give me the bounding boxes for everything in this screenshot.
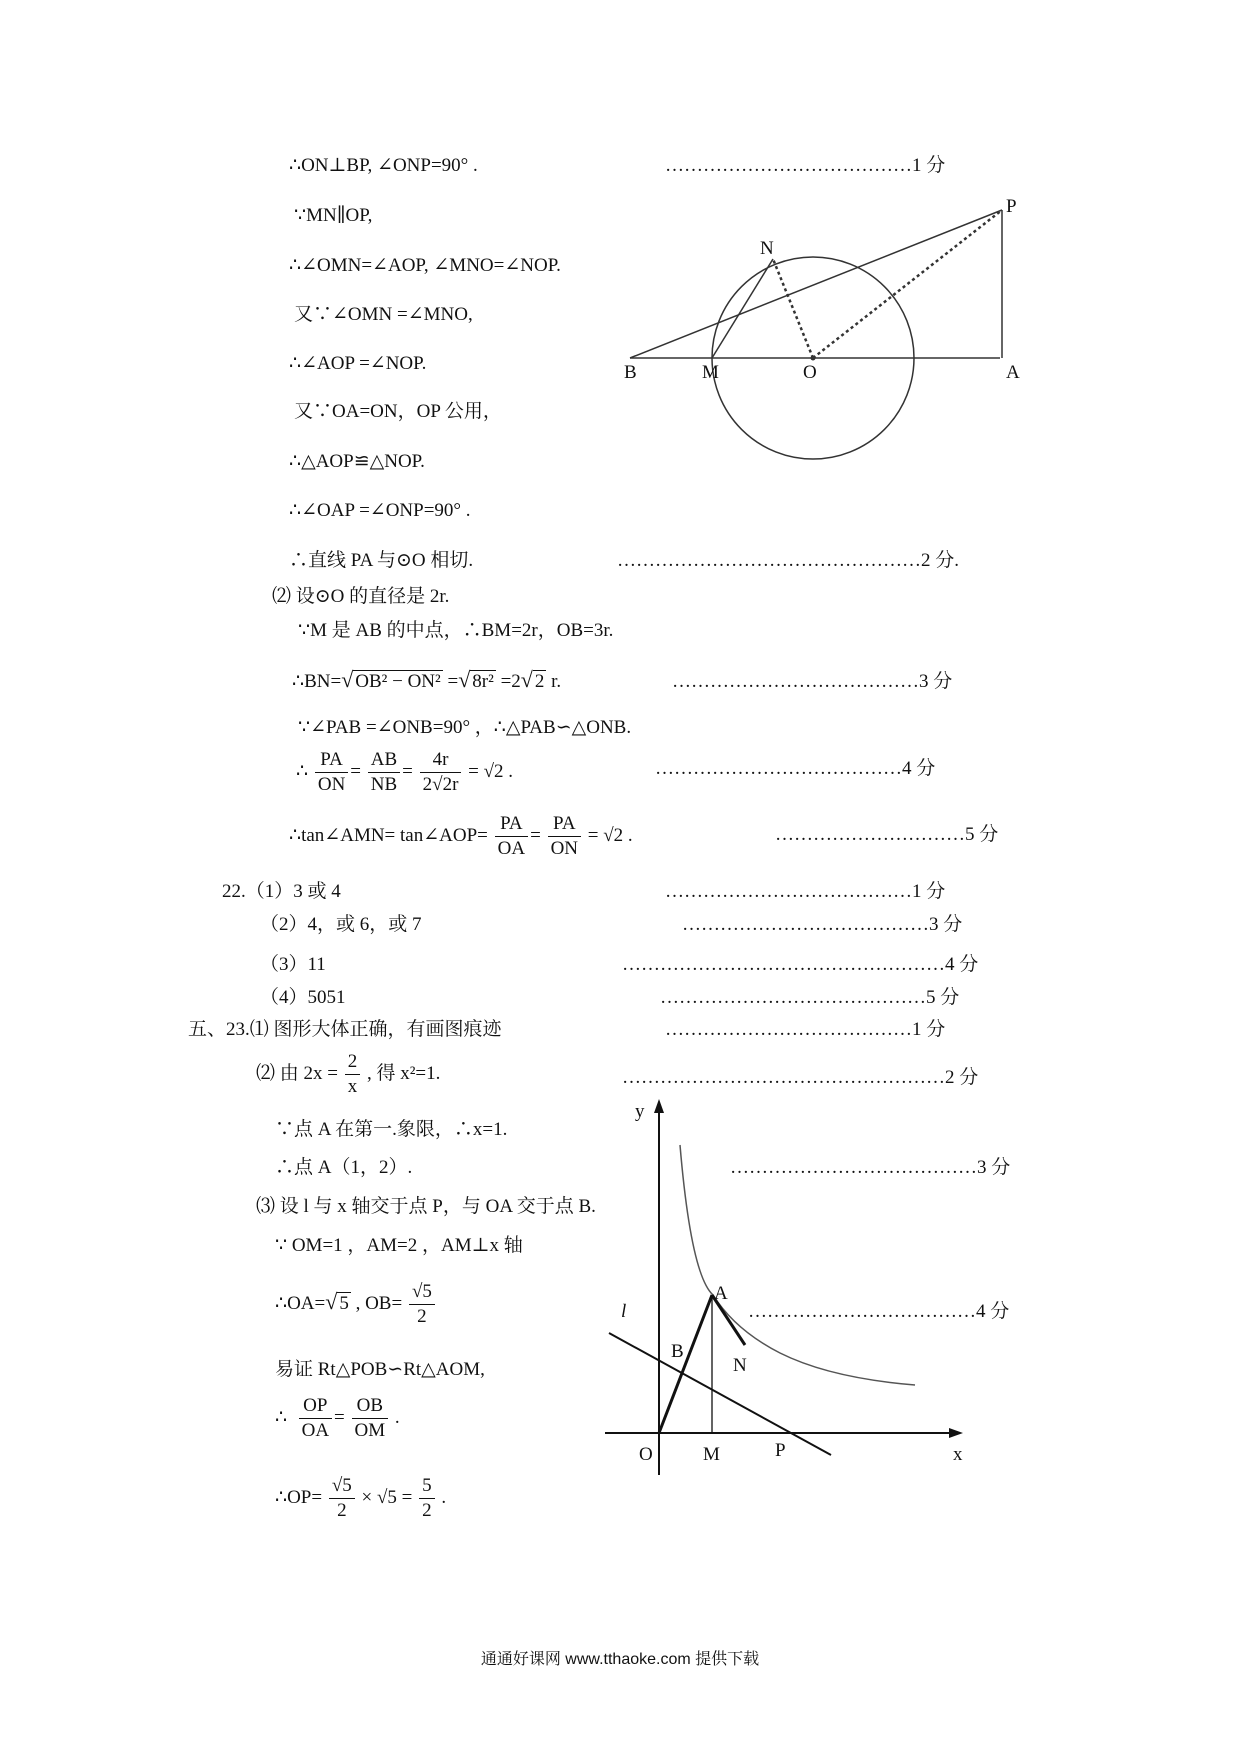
q22-score-2: …………………………………3 分 — [682, 914, 963, 935]
point-o — [811, 356, 816, 361]
geometry-figure-circle — [620, 190, 1040, 470]
q23-similar: 易证 Rt△POB∽Rt△AOM, — [275, 1359, 485, 1380]
score-5: …………………………5 分 — [775, 824, 999, 845]
coordinate-figure — [595, 1095, 975, 1485]
label-a: A — [1006, 362, 1020, 383]
bn-equation: ∴BN=√ OB² − ON² =√ 8r² =2√ 2 r. — [292, 667, 562, 692]
ratio-equation: ∴ $\frac{PA}{ON}$ = $\frac{AB}{NB}$ = $\frac{4r}{2√2r}$ = √2 . — [296, 749, 514, 795]
label-p: P — [1006, 196, 1017, 217]
proof-line-4: 又∵∠OMN =∠MNO, — [294, 304, 473, 325]
q22-score-3: ……………………………………………4 分 — [622, 954, 979, 975]
label-x: x — [953, 1444, 963, 1465]
label-b2: B — [671, 1341, 684, 1362]
line-op — [813, 210, 1002, 358]
label-m2: M — [703, 1444, 720, 1465]
q23-part3-heading: ⑶ 设 l 与 x 轴交于点 P，与 OA 交于点 B. — [256, 1196, 596, 1217]
page-footer: 通通好课网 www.tthaoke.com 提供下载 — [480, 1651, 760, 1668]
q22-answer-3: （3）11 — [260, 954, 326, 975]
line-on — [773, 259, 813, 358]
label-n: N — [760, 238, 774, 259]
proof-line-8: ∴∠OAP =∠ONP=90° . — [289, 500, 471, 521]
proof-line-1: ∴ON⊥BP, ∠ONP=90° . — [289, 155, 478, 176]
label-l: l — [621, 1301, 627, 1322]
label-m: M — [702, 362, 719, 383]
q23-score-3: …………………………………3 分 — [730, 1157, 1011, 1178]
score-4: …………………………………4 分 — [655, 758, 936, 779]
proof-line-2: ∵MN∥OP, — [294, 205, 373, 226]
label-o2: O — [639, 1444, 653, 1465]
x-axis-arrow — [949, 1428, 963, 1438]
q23-part1: 五、23.⑴ 图形大体正确，有画图痕迹 — [188, 1019, 502, 1040]
q23-part2-equation: ⑵ 由 2x = $\frac{2}{x}$ , 得 x²=1. — [256, 1051, 441, 1097]
q23-quadrant: ∵点 A 在第一.象限，∴x=1. — [275, 1119, 508, 1140]
proof-line-7: ∴△AOP≌△NOP. — [289, 451, 425, 472]
label-a2: A — [714, 1283, 728, 1304]
label-b: B — [624, 362, 637, 383]
q22-answer-2: （2）4，或 6，或 7 — [260, 914, 422, 935]
line-mn — [712, 259, 773, 358]
line-l — [609, 1333, 831, 1455]
label-n2: N — [733, 1355, 747, 1376]
proof-line-3: ∴∠OMN=∠AOP, ∠MNO=∠NOP. — [289, 255, 561, 276]
q23-op-result: ∴OP= $\frac{√5}{2}$ × √5 = $\frac{5}{2}$ . — [275, 1475, 447, 1521]
score-2: …………………………………………2 分. — [617, 550, 960, 571]
q23-point-a: ∴点 A（1，2）. — [275, 1157, 413, 1178]
q23-score-4: ………………………………4 分 — [748, 1301, 1010, 1322]
part2-midpoint: ∵M 是 AB 的中点，∴BM=2r，OB=3r. — [298, 620, 614, 641]
q23-score-2: ……………………………………………2 分 — [622, 1067, 979, 1088]
line-bp — [630, 210, 1002, 358]
q23-oa-ob: ∴OA=√ 5 , OB= $\frac{√5}{2}$ — [275, 1280, 437, 1329]
q22-score-1: …………………………………1 分 — [665, 881, 946, 902]
q22-score-4: ……………………………………5 分 — [660, 987, 960, 1008]
q22-answer-1: 22.（1）3 或 4 — [222, 881, 341, 902]
label-p2: P — [775, 1440, 786, 1461]
label-o: O — [803, 362, 817, 383]
proof-line-6: 又∵OA=ON，OP 公用， — [294, 401, 502, 422]
score-1: …………………………………1 分 — [665, 155, 946, 176]
label-y: y — [635, 1101, 645, 1122]
similar-triangles: ∵∠PAB =∠ONB=90° ，∴△PAB∽△ONB. — [298, 717, 632, 738]
q23-given: ∵ OM=1 ，AM=2 ，AM⊥x 轴 — [275, 1235, 523, 1256]
tan-equation: ∴tan∠AMN= tan∠AOP= $\frac{PA}{OA}$ = $\frac{PA}{ON}$ = √2 . — [289, 813, 633, 859]
q23-score-1: …………………………………1 分 — [665, 1019, 946, 1040]
part2-heading: ⑵ 设⊙O 的直径是 2r. — [272, 586, 450, 607]
q23-ratio: ∴ $\frac{OP}{OA}$ = $\frac{OB}{OM}$ . — [275, 1395, 400, 1441]
hyperbola-curve — [680, 1145, 915, 1385]
y-axis-arrow — [654, 1099, 664, 1113]
proof-line-9: ∴直线 PA 与⊙O 相切. — [289, 550, 474, 571]
proof-line-5: ∴∠AOP =∠NOP. — [289, 353, 427, 374]
q22-answer-4: （4）5051 — [260, 987, 346, 1008]
score-3: …………………………………3 分 — [672, 671, 953, 692]
